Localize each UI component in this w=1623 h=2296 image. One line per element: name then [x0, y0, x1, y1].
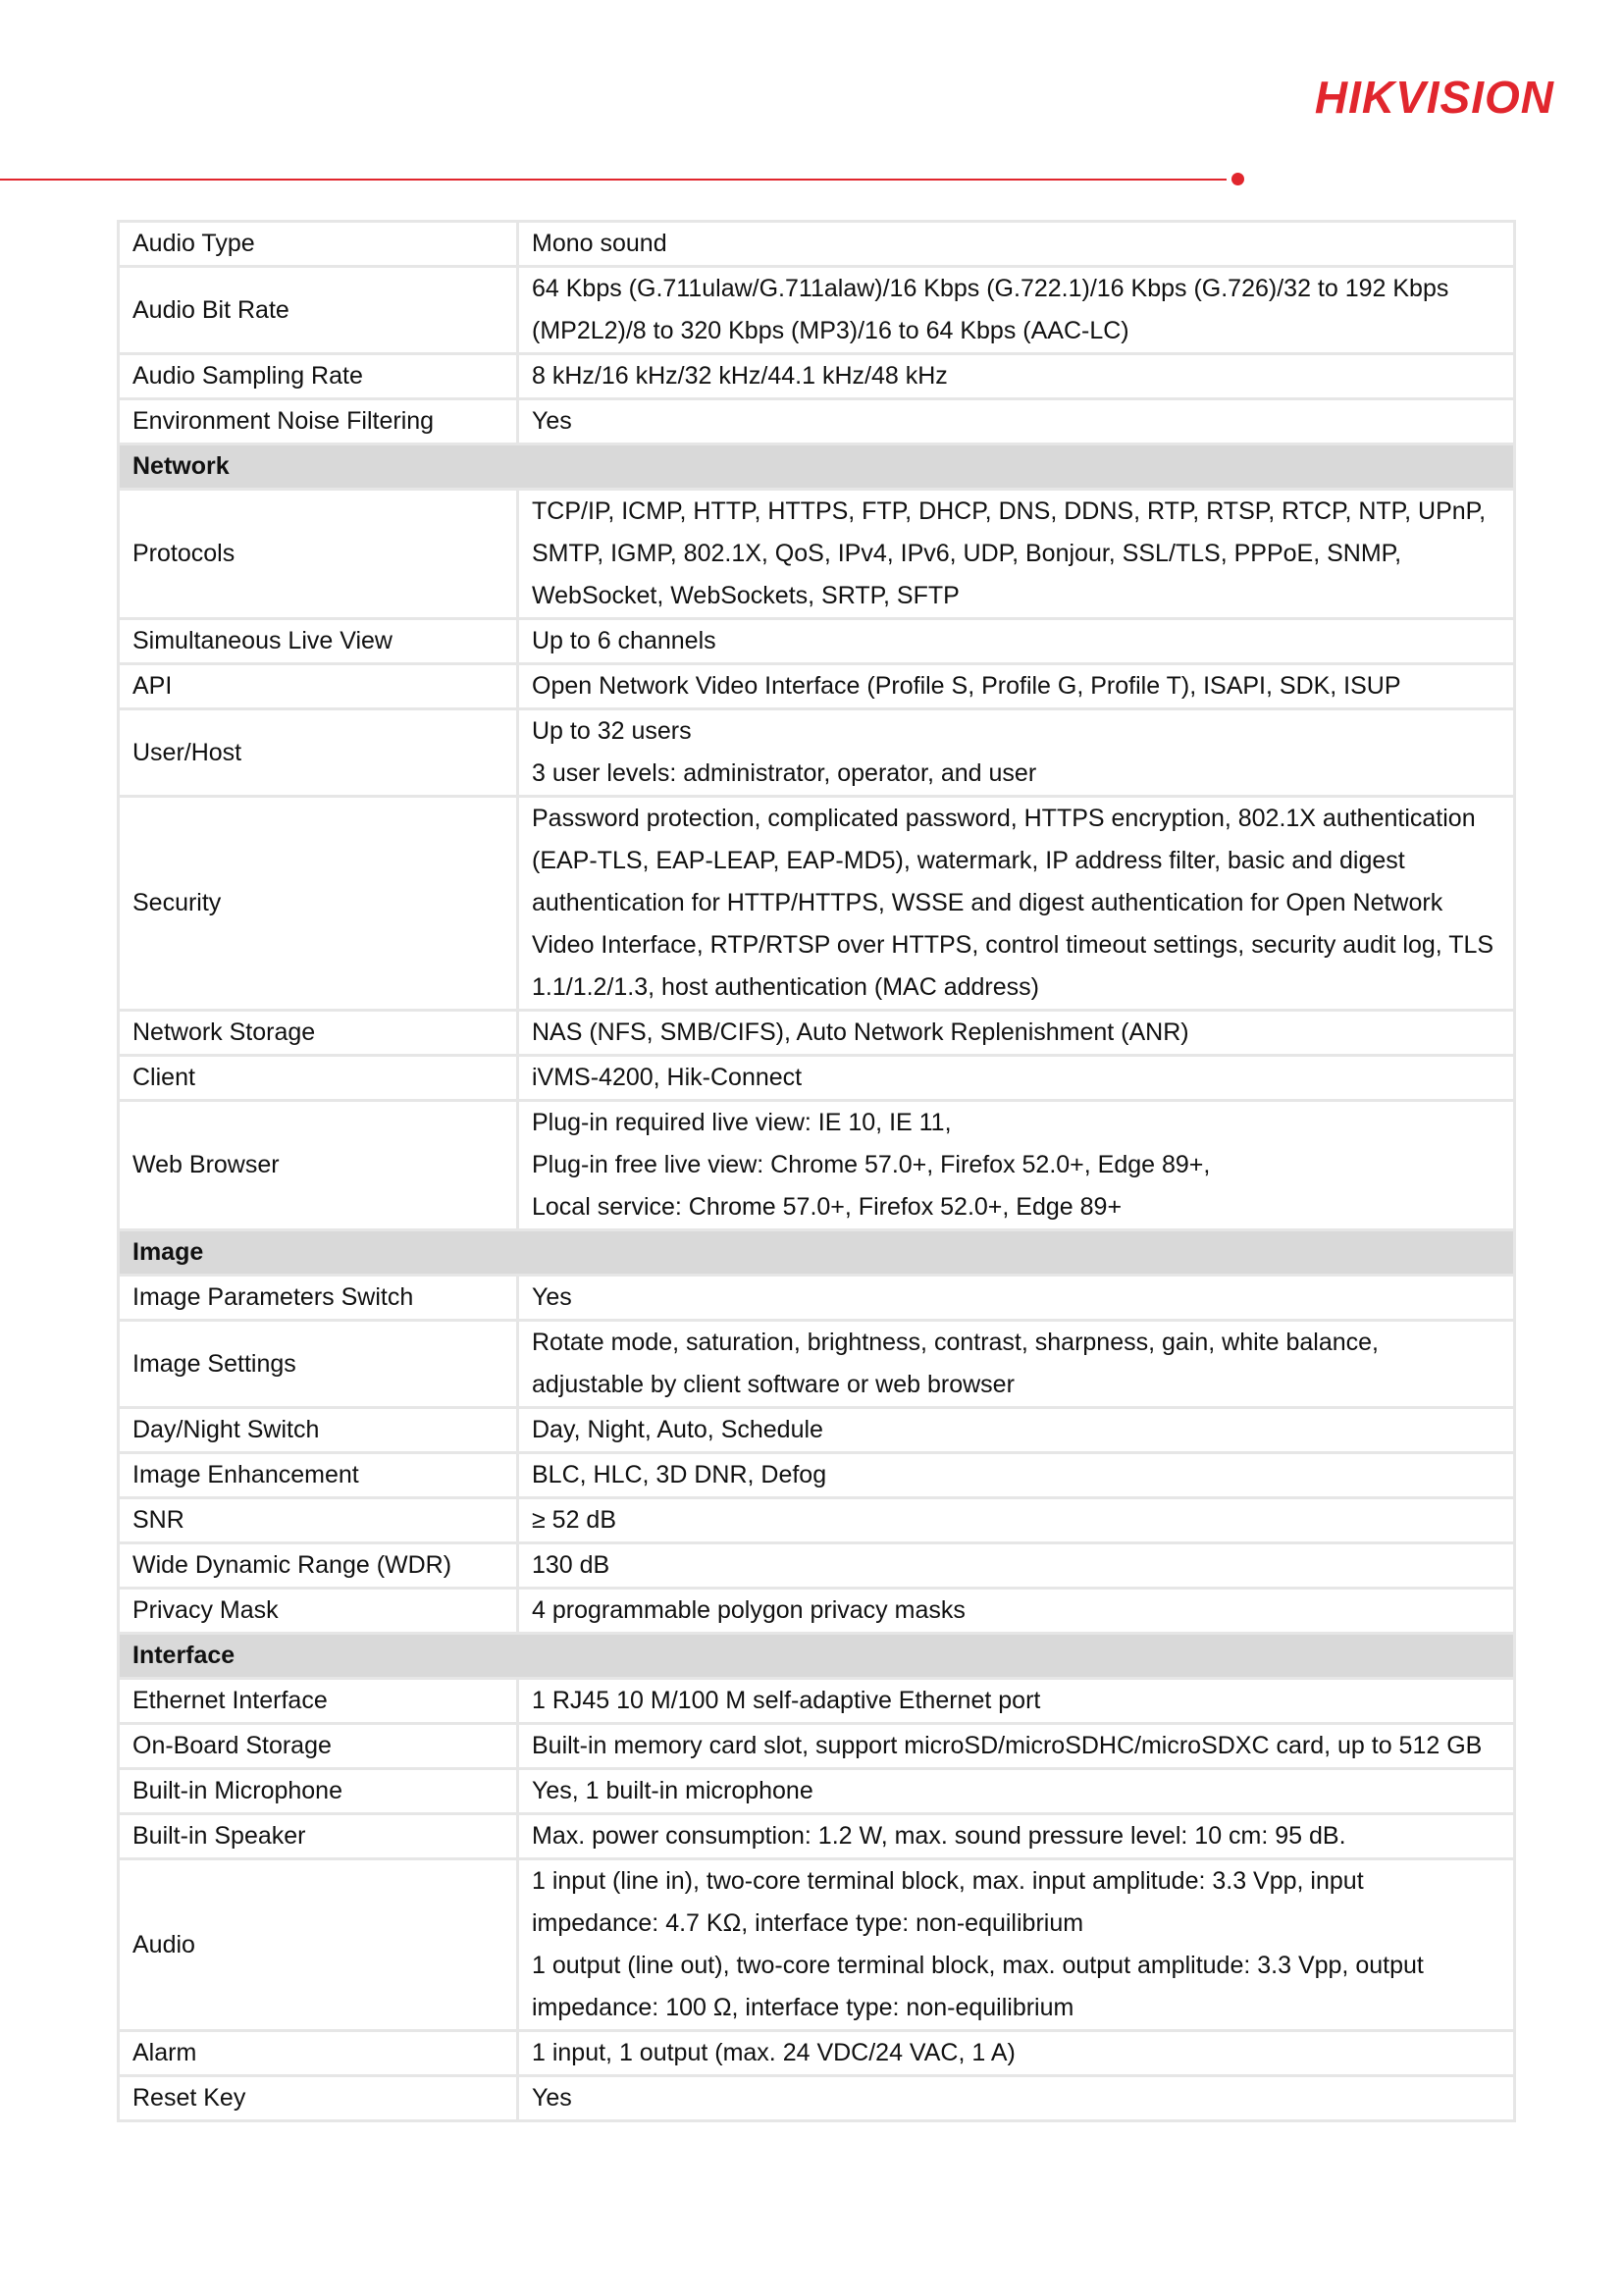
- spec-row: [119, 619, 1515, 664]
- spec-value: 1 RJ45 10 M/100 M self-adaptive Ethernet port: [518, 1679, 1515, 1724]
- spec-table: [117, 220, 1516, 2122]
- brand-logo-text: HIKVISION: [1314, 72, 1554, 123]
- spec-value: 4 programmable polygon privacy masks: [518, 1589, 1515, 1634]
- spec-key: Simultaneous Live View: [119, 619, 518, 664]
- spec-row: [119, 2031, 1515, 2076]
- section-header-row: [119, 444, 1515, 490]
- spec-value: Up to 32 users 3 user levels: administrator, operator, and user: [518, 709, 1515, 797]
- spec-row: [119, 1276, 1515, 1321]
- spec-value: Yes: [518, 1276, 1515, 1321]
- spec-key: Privacy Mask: [119, 1589, 518, 1634]
- spec-key: Image Enhancement: [119, 1453, 518, 1498]
- spec-value: Day, Night, Auto, Schedule: [518, 1408, 1515, 1453]
- spec-key: Network Storage: [119, 1011, 518, 1056]
- spec-value: Up to 6 channels: [518, 619, 1515, 664]
- section-header-row: [119, 1634, 1515, 1679]
- spec-key: SNR: [119, 1498, 518, 1543]
- spec-row: [119, 399, 1515, 444]
- section-title: Image: [119, 1230, 1515, 1276]
- spec-key: Audio Type: [119, 222, 518, 267]
- spec-key: Audio Bit Rate: [119, 267, 518, 354]
- spec-key: Protocols: [119, 490, 518, 619]
- spec-value: Yes, 1 built-in microphone: [518, 1769, 1515, 1814]
- spec-value: Yes: [518, 399, 1515, 444]
- spec-value: Rotate mode, saturation, brightness, contrast, sharpness, gain, white balance, adjustable by client software or web browser: [518, 1321, 1515, 1408]
- spec-key: Built-in Speaker: [119, 1814, 518, 1859]
- spec-key: Client: [119, 1056, 518, 1101]
- spec-key: Day/Night Switch: [119, 1408, 518, 1453]
- spec-row: [119, 267, 1515, 354]
- spec-key: Built-in Microphone: [119, 1769, 518, 1814]
- spec-row: [119, 797, 1515, 1011]
- spec-row: [119, 490, 1515, 619]
- spec-row: [119, 1498, 1515, 1543]
- spec-row: [119, 1679, 1515, 1724]
- spec-value: NAS (NFS, SMB/CIFS), Auto Network Replenishment (ANR): [518, 1011, 1515, 1056]
- spec-value: iVMS-4200, Hik-Connect: [518, 1056, 1515, 1101]
- spec-row: [119, 1011, 1515, 1056]
- spec-value: 1 input (line in), two-core terminal block, max. input amplitude: 3.3 Vpp, input impedance: 4.7 KΩ, interface type: non-equilibrium 1 output (line out), two-core terminal block, max. output amplitude: 3.3 Vpp, output impedance: 100 Ω, interface type: non-equilibrium: [518, 1859, 1515, 2031]
- spec-row: [119, 1453, 1515, 1498]
- section-title: Network: [119, 444, 1515, 490]
- spec-value: Plug-in required live view: IE 10, IE 11, Plug-in free live view: Chrome 57.0+, Firefox 52.0+, Edge 89+, Local service: Chrome 57.0+, Firefox 52.0+, Edge 89+: [518, 1101, 1515, 1230]
- spec-value: Built-in memory card slot, support microSD/microSDHC/microSDXC card, up to 512 GB: [518, 1724, 1515, 1769]
- section-title: Interface: [119, 1634, 1515, 1679]
- spec-value: 64 Kbps (G.711ulaw/G.711alaw)/16 Kbps (G.722.1)/16 Kbps (G.726)/32 to 192 Kbps (MP2L2)/8 to 320 Kbps (MP3)/16 to 64 Kbps (AAC-LC): [518, 267, 1515, 354]
- spec-row: [119, 1543, 1515, 1589]
- spec-row: [119, 1859, 1515, 2031]
- spec-key: Environment Noise Filtering: [119, 399, 518, 444]
- spec-row: [119, 2076, 1515, 2121]
- spec-row: [119, 1101, 1515, 1230]
- spec-row: [119, 1056, 1515, 1101]
- spec-row: [119, 664, 1515, 709]
- spec-value: Mono sound: [518, 222, 1515, 267]
- spec-value: ≥ 52 dB: [518, 1498, 1515, 1543]
- spec-key: Audio: [119, 1859, 518, 2031]
- spec-value: 130 dB: [518, 1543, 1515, 1589]
- spec-row: [119, 1724, 1515, 1769]
- spec-key: User/Host: [119, 709, 518, 797]
- spec-value: Max. power consumption: 1.2 W, max. sound pressure level: 10 cm: 95 dB.: [518, 1814, 1515, 1859]
- spec-row: [119, 354, 1515, 399]
- spec-value: Open Network Video Interface (Profile S, Profile G, Profile T), ISAPI, SDK, ISUP: [518, 664, 1515, 709]
- spec-row: [119, 222, 1515, 267]
- spec-value: 1 input, 1 output (max. 24 VDC/24 VAC, 1 A): [518, 2031, 1515, 2076]
- spec-key: Image Settings: [119, 1321, 518, 1408]
- spec-value: BLC, HLC, 3D DNR, Defog: [518, 1453, 1515, 1498]
- spec-row: [119, 1589, 1515, 1634]
- spec-key: Reset Key: [119, 2076, 518, 2121]
- spec-key: API: [119, 664, 518, 709]
- spec-key: Audio Sampling Rate: [119, 354, 518, 399]
- spec-row: [119, 1814, 1515, 1859]
- spec-row: [119, 709, 1515, 797]
- spec-key: Web Browser: [119, 1101, 518, 1230]
- section-header-row: [119, 1230, 1515, 1276]
- header-divider: [0, 179, 1227, 181]
- brand-logo: [1315, 71, 1554, 124]
- spec-key: Wide Dynamic Range (WDR): [119, 1543, 518, 1589]
- spec-value: Password protection, complicated password, HTTPS encryption, 802.1X authentication (EAP-TLS, EAP-LEAP, EAP-MD5), watermark, IP address filter, basic and digest authentication for HTTP/HTTPS, WSSE and digest authentication for Open Network Video Interface, RTP/RTSP over HTTPS, control timeout settings, security audit log, TLS 1.1/1.2/1.3, host authentication (MAC address): [518, 797, 1515, 1011]
- spec-row: [119, 1321, 1515, 1408]
- spec-value: TCP/IP, ICMP, HTTP, HTTPS, FTP, DHCP, DNS, DDNS, RTP, RTSP, RTCP, NTP, UPnP, SMTP, IGMP, 802.1X, QoS, IPv4, IPv6, UDP, Bonjour, SSL/TLS, PPPoE, SNMP, WebSocket, WebSockets, SRTP, SFTP: [518, 490, 1515, 619]
- spec-row: [119, 1769, 1515, 1814]
- spec-value: Yes: [518, 2076, 1515, 2121]
- spec-key: Alarm: [119, 2031, 518, 2076]
- spec-key: Security: [119, 797, 518, 1011]
- spec-key: Ethernet Interface: [119, 1679, 518, 1724]
- spec-key: Image Parameters Switch: [119, 1276, 518, 1321]
- spec-row: [119, 1408, 1515, 1453]
- spec-key: On-Board Storage: [119, 1724, 518, 1769]
- header-divider-dot: [1231, 173, 1244, 185]
- spec-value: 8 kHz/16 kHz/32 kHz/44.1 kHz/48 kHz: [518, 354, 1515, 399]
